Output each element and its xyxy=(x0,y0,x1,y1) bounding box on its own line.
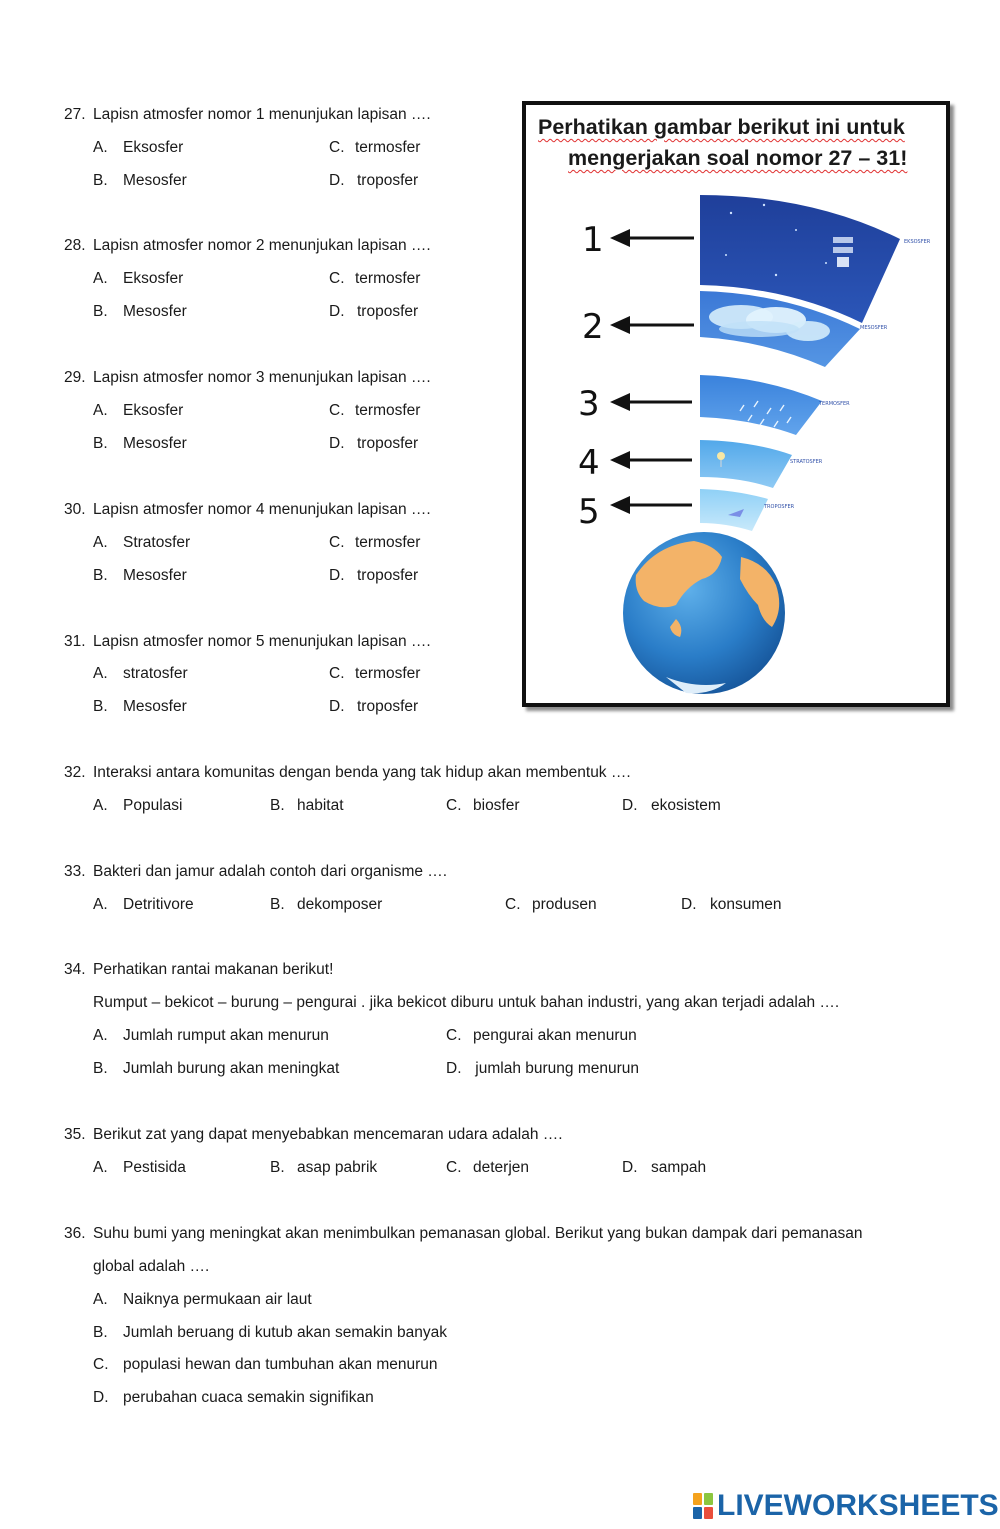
question-number: 30. xyxy=(64,501,86,518)
option-letter: B. xyxy=(93,1060,108,1077)
option-text[interactable]: biosfer xyxy=(473,797,520,814)
option-letter: A. xyxy=(93,797,108,814)
option-text[interactable]: troposfer xyxy=(357,698,419,715)
option-text[interactable]: troposfer xyxy=(357,567,419,584)
option-text[interactable]: Mesosfer xyxy=(123,698,187,715)
question-text: Interaksi antara komunitas dengan benda yang tak hidup akan membentuk …. xyxy=(93,764,631,781)
option-text[interactable]: Mesosfer xyxy=(123,303,187,320)
option-letter: D. xyxy=(329,567,345,584)
figure-title-line-2: mengerjakan soal nomor 27 – 31! xyxy=(568,146,908,170)
option-letter: C. xyxy=(329,270,345,287)
option-text[interactable]: populasi hewan dan tumbuhan akan menurun xyxy=(123,1356,438,1373)
layer-number-1: 1 xyxy=(582,220,604,260)
option-text[interactable]: pengurai akan menurun xyxy=(473,1027,637,1044)
option-letter: B. xyxy=(93,698,108,715)
option-text[interactable]: Populasi xyxy=(123,797,183,814)
layer-3-band xyxy=(700,375,822,435)
layer-5-band xyxy=(700,489,768,531)
question-number: 32. xyxy=(64,764,86,781)
option-letter: D. xyxy=(329,303,345,320)
option-letter: B. xyxy=(93,1324,108,1341)
atmosphere-layers-diagram xyxy=(526,105,946,703)
layer-labels xyxy=(578,220,604,532)
option-text[interactable]: Detritivore xyxy=(123,896,194,913)
option-letter: D. xyxy=(681,896,697,913)
option-letter: D. xyxy=(622,1159,638,1176)
option-letter: B. xyxy=(270,896,285,913)
option-letter: B. xyxy=(270,797,285,814)
question-number: 33. xyxy=(64,863,86,880)
option-text[interactable]: asap pabrik xyxy=(297,1159,378,1176)
svg-text:EKSOSFER: EKSOSFER xyxy=(904,239,931,245)
option-text[interactable]: termosfer xyxy=(355,139,421,156)
option-text[interactable]: Stratosfer xyxy=(123,534,191,551)
question-text: Suhu bumi yang meningkat akan menimbulkan pemanasan global. Berikut yang bukan dampak dari pemanasan xyxy=(93,1225,863,1242)
option-text[interactable]: Eksosfer xyxy=(123,139,184,156)
option-letter: A. xyxy=(93,1159,108,1176)
option-text[interactable]: dekomposer xyxy=(297,896,383,913)
option-text[interactable]: Eksosfer xyxy=(123,270,184,287)
option-text[interactable]: stratosfer xyxy=(123,665,188,682)
option-letter: B. xyxy=(93,567,108,584)
question-text: Lapisn atmosfer nomor 4 menunjukan lapisan …. xyxy=(93,501,431,518)
layer-number-5: 5 xyxy=(578,492,600,532)
option-text[interactable]: Mesosfer xyxy=(123,172,187,189)
layer-4-band xyxy=(700,440,792,488)
option-text[interactable]: perubahan cuaca semakin signifikan xyxy=(123,1389,374,1406)
option-text[interactable]: Jumlah rumput akan menurun xyxy=(123,1027,329,1044)
question-number: 28. xyxy=(64,237,86,254)
question-number: 31. xyxy=(64,633,86,650)
svg-text:MESOSFER: MESOSFER xyxy=(860,325,888,331)
question-text: Lapisn atmosfer nomor 2 menunjukan lapisan …. xyxy=(93,237,431,254)
question-text: Lapisn atmosfer nomor 5 menunjukan lapisan …. xyxy=(93,633,431,650)
layer-number-2: 2 xyxy=(582,307,604,347)
layer-number-4: 4 xyxy=(578,443,600,483)
option-letter: C. xyxy=(505,896,521,913)
option-letter: A. xyxy=(93,1027,108,1044)
option-letter: B. xyxy=(270,1159,285,1176)
question-text-line-2: global adalah …. xyxy=(93,1258,210,1275)
option-text[interactable]: Eksosfer xyxy=(123,402,184,419)
satellite-icon xyxy=(833,237,853,243)
option-letter: D. xyxy=(329,172,345,189)
option-letter: B. xyxy=(93,435,108,452)
question-text-line-2: Rumput – bekicot – burung – pengurai . jika bekicot diburu untuk bahan industri, yang akan terjadi adalah …. xyxy=(93,994,840,1011)
option-text[interactable]: troposfer xyxy=(357,435,419,452)
option-letter: A. xyxy=(93,534,108,551)
option-text[interactable]: konsumen xyxy=(710,896,782,913)
option-text[interactable]: jumlah burung menurun xyxy=(471,1060,640,1077)
option-text[interactable]: troposfer xyxy=(357,303,419,320)
option-letter: D. xyxy=(446,1060,462,1077)
balloon-icon xyxy=(717,452,725,460)
option-text[interactable]: Jumlah burung akan meningkat xyxy=(123,1060,340,1077)
option-letter: D. xyxy=(329,698,345,715)
option-letter: C. xyxy=(329,534,345,551)
option-letter: D. xyxy=(622,797,638,814)
option-letter: C. xyxy=(329,665,345,682)
atmosphere-figure xyxy=(522,101,950,707)
option-text[interactable]: ekosistem xyxy=(651,797,721,814)
option-text[interactable]: Mesosfer xyxy=(123,567,187,584)
question-number: 36. xyxy=(64,1225,86,1242)
option-letter: A. xyxy=(93,139,108,156)
option-text[interactable]: termosfer xyxy=(355,534,421,551)
option-text[interactable]: Naiknya permukaan air laut xyxy=(123,1291,312,1308)
svg-text:TERMOSFER: TERMOSFER xyxy=(819,401,850,407)
option-text[interactable]: Pestisida xyxy=(123,1159,186,1176)
option-text[interactable]: produsen xyxy=(532,896,597,913)
question-text: Lapisn atmosfer nomor 1 menunjukan lapisan …. xyxy=(93,106,431,123)
option-letter: C. xyxy=(446,1159,462,1176)
option-letter: C. xyxy=(329,402,345,419)
option-letter: C. xyxy=(446,1027,462,1044)
option-letter: B. xyxy=(93,303,108,320)
layer-number-3: 3 xyxy=(578,384,600,424)
option-letter: A. xyxy=(93,1291,108,1308)
option-text[interactable]: sampah xyxy=(651,1159,707,1176)
option-letter: C. xyxy=(446,797,462,814)
option-text[interactable]: termosfer xyxy=(355,665,421,682)
option-letter: C. xyxy=(329,139,345,156)
question-number: 29. xyxy=(64,369,86,386)
logo-text: LIVEWORKSHEETS xyxy=(717,1489,999,1522)
option-letter: A. xyxy=(93,896,108,913)
option-text[interactable]: deterjen xyxy=(473,1159,530,1176)
question-text: Perhatikan rantai makanan berikut! xyxy=(93,961,334,978)
option-letter: A. xyxy=(93,665,108,682)
option-text[interactable]: termosfer xyxy=(355,270,421,287)
question-number: 35. xyxy=(64,1126,86,1143)
logo-mark-icon xyxy=(693,1493,713,1519)
option-letter: D. xyxy=(329,435,345,452)
option-letter: C. xyxy=(93,1356,109,1373)
option-text[interactable]: troposfer xyxy=(357,172,419,189)
option-text[interactable]: termosfer xyxy=(355,402,421,419)
option-text[interactable]: habitat xyxy=(297,797,344,814)
question-text: Bakteri dan jamur adalah contoh dari organisme …. xyxy=(93,863,448,880)
option-letter: A. xyxy=(93,270,108,287)
question-text: Lapisn atmosfer nomor 3 menunjukan lapisan …. xyxy=(93,369,431,386)
liveworksheets-logo[interactable] xyxy=(693,1489,999,1523)
question-number: 27. xyxy=(64,106,86,123)
figure-title-line-1: Perhatikan gambar berikut ini untuk xyxy=(538,115,905,139)
option-text[interactable]: Mesosfer xyxy=(123,435,187,452)
svg-text:TROPOSFER: TROPOSFER xyxy=(764,504,795,510)
svg-text:STRATOSFER: STRATOSFER xyxy=(790,459,823,465)
question-text: Berikut zat yang dapat menyebabkan mencemaran udara adalah …. xyxy=(93,1126,563,1143)
option-letter: D. xyxy=(93,1389,109,1406)
option-text[interactable]: Jumlah beruang di kutub akan semakin banyak xyxy=(123,1324,447,1341)
option-letter: B. xyxy=(93,172,108,189)
question-number: 34. xyxy=(64,961,86,978)
option-letter: A. xyxy=(93,402,108,419)
